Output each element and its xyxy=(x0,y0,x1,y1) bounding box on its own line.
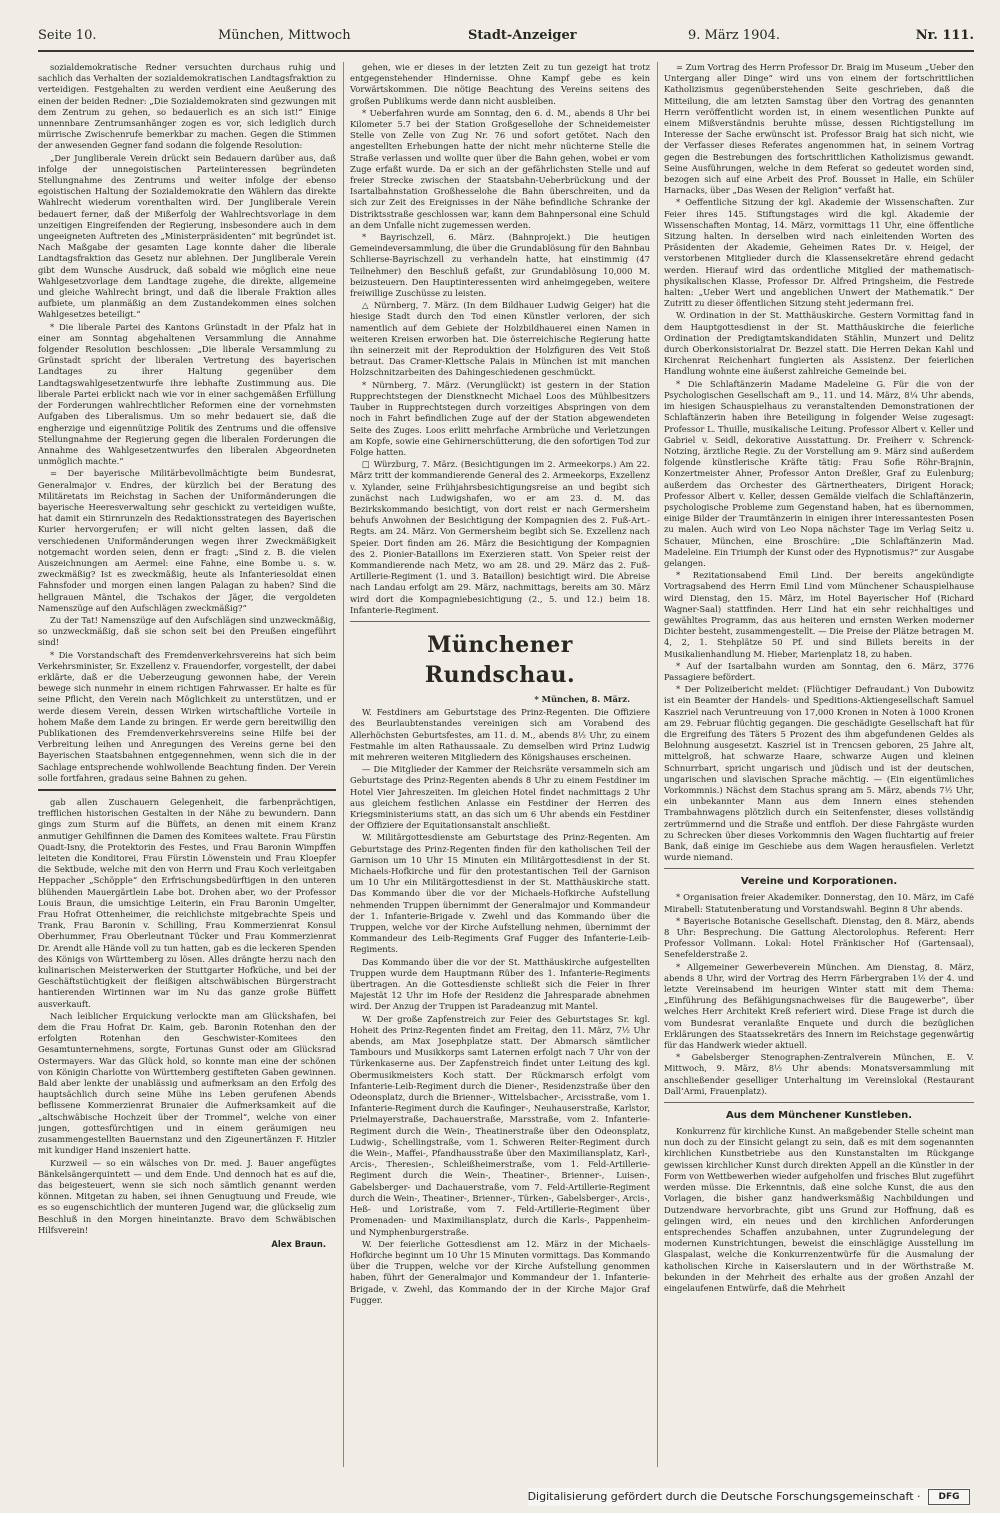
article-paragraph: Konkurrenz für kirchliche Kunst. An maßgebender Stelle scheint man nun doch zu der Einsicht gelangt zu sein, daß es mit dem sogenannten kirchlichen Kunstbetriebe aus den Kunstanstalten im Rückgange gewissen kirchlicher Kunst durch direkten Appell an die Künstler in der Form von Wettbewerben wieder aufgeholfen und frisches Blut zugeführt werden müsse. Die Erkenntnis, daß eine solche Kunst, die aus den Vorlagen, die bisher ganz handwerksmäßig Nachbildungen und Dutzendware hervorbrachte, gibt uns Grund zur Hoffnung, daß es gelingen wird, ein neues und den kirchlichen Anforderungen entsprechendes Schaffen anzubahnen, unter Zugrundelegung der modernen Kunstrichtungen, beweist die einschlägige Ausstellung im Glaspalast, welche die Konkurrenzentwürfe für die Ausmalung der katholischen Kirche in Kaiserslautern und in der Wörthstraße M. bekunden in der Mehrheit des erhalte aus der großen Anzahl der eingelaufenen Entwürfe, daß die Mehrheit xyxy=(664,1126,974,1293)
article-paragraph: = Zum Vortrag des Herrn Professor Dr. Braig im Museum „Ueber den Untergang aller Dinge“ wird uns von einem der fortschrittlichen Katholizismus gegenüberstehenden Seite geschrieben, daß die Mitteilung, die am letzten Samstag über den Vortrag des genannten Herrn veröffentlicht worden ist, in einem wesentlichen Punkte auf einem Mißverständnis beruhte müsse, dessen Richtigstellung im Interesse der Sache erwünscht ist. Professor Braig hat sich nicht, wie der Verfasser dieses Referates angenommen hat, in seinem Vortrag gegen die Bestrebungen des fortschrittlichen Katholizismus gewandt. Seine Ausführungen, welche in dem Referat so gedeutet worden sind, bezogen sich auf eine Arbeit des Prof. Bousset in Halle, ein Schüler Harnacks, über „Das Wesen der Religion“ verfaßt hat. xyxy=(664,62,974,196)
column-2 xyxy=(350,62,650,1467)
section-heading-art: Aus dem Münchener Kunstleben. xyxy=(725,1110,913,1122)
feuilleton-paragraph: gab allen Zuschauern Gelegenheit, die farbenprächtigen, trefflichen historischen Gestalten in der Nähe zu bewundern. Dann gings zum Sturm auf die Büffets, an denen mit einem Kranz anmutiger Gehilfinnen die Damen des Komitees waltete. Frau Fürstin Quadt-Isny, die Protektorin des Festes, und Frau Baronin Wimpffen leiteten die Konditorei, Frau Fürstin Löwenstein und Frau Kloepfer die Sektbude, welche mit den von Herrn und Frau Koch verleitgaben Heppacher „Schöpple“ den Erfrischungsbedürftigen in den unteren blühenden Mauergärtlein Labe bot. Drohen aber, wo der Professor Louis Braun, die umsichtige Leiterin, ein Frau Baronin Umgelter, Frau Hofrat Ottenheimer, die reichlichste mitgebrachte Speis und Trank, Frau Baronin v. Schilling, Frau Kommerzienrat Konsul Oberhummer, Frau Oberleutnant Tücker und Frau Kommerzienrat Dr. Arendt alle Hände voll zu tun hatten, gab es die leckeren Spenden des Königs von Württemberg zu lösen. Alles drängte herzu nach den kulinarischen Meisterwerken der Stuttgarter Hofküche, und bei der Geschäftstüchtigkeit der fleißigen altschwäbischen Bürgerstracht hantierenden Wirtinnen war im Nu das ganze große Büffett ausverkauft. xyxy=(38,797,336,1009)
newspaper-page xyxy=(38,22,974,1467)
article-paragraph: * Oeffentliche Sitzung der kgl. Akademie der Wissenschaften. Zur Feier ihres 145. Stiftungstages wird die kgl. Akademie der Wissenschaften Montag, 14. März, vormittags 11 Uhr, eine öffentliche Sitzung halten. In derselben wird nach einleitenden Worten des Präsidenten der Akademie, Geheimen Rates Dr. v. Heigel, der verstorbenen Mitglieder durch die Klassensekretäre ehrend gedacht werden. Hierauf wird das ordentliche Mitglied der mathematisch-physikalischen Klasse, Professor Dr. Alfred Pringsheim, die Festrede halten: „Ueber Wert und angeblichen Unwert der Mathematik.“ Der Zutritt zu dieser öffentlichen Sitzung steht jedermann frei. xyxy=(664,197,974,309)
page-number: Seite 10. xyxy=(38,28,97,43)
issue-date: 9. März 1904. xyxy=(688,28,781,43)
article-paragraph: * Bayrischzell, 6. März. (Bahnprojekt.) Die heutigen Gemeindeversammlung, die über die Grundablösung für den Bahnbau Schlierse-Bayrischzell zu verhandeln hatte, hat einstimmig (47 Teilnehmer) den Beschluß gefaßt, zur Grundablösung 10,000 M. beizusteuern. Den Hauptinteressenten wird anheimgegeben, weitere freiwillige Zuschüsse zu leisten. xyxy=(350,232,650,299)
digitization-credit xyxy=(528,1488,970,1506)
article-paragraph: = Der bayerische Militärbevollmächtigte beim Bundesrat, Generalmajor v. Endres, der kürzlich bei der Beratung des Militäretats im Reichstag in Sachen der Uniformänderungen die bayerische Heeresverwaltung sehr geschickt zu verteidigen wußte, hat damit ein Stirnrunzeln des Redaktionsstrategen des Bayerischen Kurier hervorgerufen; er will nicht gelten lassen, daß die verschiedenen Uniformänderungen wegen ihrer Zweckmäßigkeit notgemacht worden seien, denn er fragt: „Sind z. B. die vielen Auszeichnungen am Aermel: eine Fahne, eine Bombe u. s. w. zweckmäßig? Ist es zweckmäßig, heute als Infanteriesoldat einen Fahnsfoder und morgen einen langen Palagan zu haben? Sind die hellgrauen Mäntel, die Tschakos der Jäger, die vergoldeten Namenszüge auf den Aufschlägen zweckmäßig?“ xyxy=(38,468,336,613)
article-paragraph: „Der Jungliberale Verein drückt sein Bedauern darüber aus, daß infolge der unnegoistischen Parteiinteressen begründeten Stellungnahme des Zentrums und weiter infolge der ebenso egoistischen Haltung der Sozialdemokratie den Wählern das direkte Wahlrecht wiederum vorenthalten wird. Der Jungliberale Verein bedauert ferner, daß der Mißerfolg der Wahlrechtsvorlage in dem unzeitigen Eingreifenden der Regierung, insbesondere auch in dem ungeeigneten Auftreten des „Ministerpräsidenten“ mit begründet ist. Nach Maßgabe der gesamten Lage konnte daher die liberale Landtagsfraktion das Gesetz nur ablehnen. Der Jungliberale Verein gibt dem Wunsche Ausdruck, daß sobald wie möglich eine neue Wahlgesetzvorlage dem Landtage zugehe, die direkte, allgemeine und gleiche Wahlrecht bringt, und daß die liberale Fraktion alles aufbiete, um planmäßig an dem Zustandekommen eines solchen Wahlgesetzes beteiligt.“ xyxy=(38,152,336,320)
article-paragraph: gehen, wie er dieses in der letzten Zeit zu tun gezeigt hat trotz entgegenstehender Hindernisse. Ohne Kampf gebe es kein Vorwärtskommen. Die nötige Beachtung des Vereins seitens des großen Publikums werde dann nicht ausbleiben. xyxy=(350,62,650,106)
column-rule xyxy=(657,62,658,1467)
article-paragraph: * Auf der Isartalbahn wurden am Sonntag, den 6. März, 3776 Passagiere befördert. xyxy=(664,660,974,682)
article-paragraph: * Organisation freier Akademiker. Donnerstag, den 10. März, im Café Mirabell: Statutenberatung und Vorstandswahl. Beginn 8 Uhr abends. xyxy=(664,892,974,914)
article-paragraph: * Nürnberg, 7. März. (Verunglückt) ist gestern in der Station Rupprechtstegen der Dienstknecht Michael Loos des Mühlbesitzers Tauber in Rupprechtstegen durch vorzeitiges Abspringen von dem noch in Fahrt befindlichen Zuge auf der der Station abgewendeten Seite des Zuges. Loos erlitt mehrfache Armbrüche und Verletzungen am Kopfe, sowie eine Gehirnerschütterung, die den sofortigen Tod zur Folge hatten. xyxy=(350,379,650,457)
section-heading-associations: Vereine und Korporationen. xyxy=(740,876,898,888)
page-header xyxy=(38,22,974,52)
section-rubric: Münchener Rundschau. xyxy=(424,631,576,688)
article-paragraph: * Allgemeiner Gewerbeverein München. Am Dienstag, 8. März, abends 8 Uhr, wird der Vortrag des Herrn Färbergraben 1½ der 4. und letzte Vereinsabend im heurigen Winter statt mit dem Thema: „Einführung des Befähigungsnachweises für die Baugewerbe“, über welches Herr Architekt Kreß referiert wird. Diese Frage ist durch die vom Bundesrat veranlaßte Enquete und durch die bezüglichen Erklärungen des Staatssekretärs des Innern im Reichstage gegenwärtig für das Handwerk wieder aktuell. xyxy=(664,961,974,1051)
issue-number: Nr. 111. xyxy=(915,28,974,43)
article-paragraph: Zu der Tat! Namenszüge auf den Aufschlägen sind unzweckmäßig, so unzweckmäßig, daß sie schon seit bei den Preußen eingeführt sind! xyxy=(38,614,336,648)
article-paragraph: W. Festdiners am Geburtstage des Prinz-Regenten. Die Offiziere des Beurlaubtenstandes vereinigen sich am Vorabend des Allerhöchsten Geburtsfestes, am 11. d. M., abends 8½ Uhr, zu einem Festmahle im alten Rathaussaale. Zu demselben wird Prinz Ludwig mit mehreren weiteren Mitgliedern des Königshauses erscheinen. xyxy=(350,707,650,762)
paper-title: Stadt-Anzeiger xyxy=(468,28,577,43)
feuilleton-paragraph: Nach leiblicher Erquickung verlockte man am Glückshafen, bei dem die Frau Hofrat Dr. Kaim, geb. Baronin Rotenhan den der erfolgten Rotenhan den Geschwister-Komitees den Gesamtunternehmens, sorgte, Fortunas Gunst oder am Glücksrad Ostermayers. War das Glück hold, so konnte man eine der schönen von Königin Charlotte von Württemberg gestifteten Gaben gewinnen. Bald aber lenkte der unablässig und aufmerksam an den Erfolg des hauptsächlich durch seine Mühe ins Leben gerufenen Abends beflissene Kommerzienrat Brunaier die Aufmerksamkeit auf die „altschwäbische Hochzeit über der Trommel“, welche von einer jungen, gottesfürchtigen und in einem geräumigen neu zusammengestellten Bauernstanz und den Zigeunertänzen F. Hitzler mit kundiger Hand inszeniert hatte. xyxy=(38,1010,336,1156)
dateline: * München, 8. März. xyxy=(534,693,630,704)
author-signature: Alex Braun. xyxy=(271,1238,326,1249)
article-paragraph: sozialdemokratische Redner versuchten durchaus ruhig und sachlich das Verhalten der sozialdemokratischen Landtagsfraktion zu verteidigen. Festgehalten zu werden verdient eine Aeußerung des einen der beiden Redner: „Die Sozialdemokraten sind gezwungen mit dem Zentrum zu gehen, so bedauerlich es an sich ist!“ Einige unnennbare Zentrumsanhänger zogen es vor, sich lediglich durch mürrische Zwischenrufe bemerkbar zu machen. Gegen die Stimmen der anwesenden Gegner fand sodann die folgende Resolution: xyxy=(38,62,336,151)
article-paragraph: □ Würzburg, 7. März. (Besichtigungen im 2. Armeekorps.) Am 22. März tritt der kommandierende General des 2. Armeekorps, Exzellenz v. Xylander, seine Frühjahrsbesichtigungsreise an und begibt sich zunächst nach Ludwigshafen, wo er am 23. d. M. das Bezirkskommando besichtigt, von dort reist er nach Germersheim behufs Anwohnen der Besichtigung der Kompagnien des 2. Fuß-Art.-Regts. am 24. März. Von Germersheim begibt sich Se. Exzellenz nach Speier. Dort finden am 26. März die Besichtigung der Kompagnien des 2. Pionier-Bataillons im Exerzieren statt. Von Speier reist der Kommandierende nach Metz, wo am 28. und 29. März das 2. Fuß-Artillerie-Regiment (1. und 3. Bataillon) besichtigt wird. Die Abreise nach Landau erfolgt am 29. März, nachmittags, bereits am 30. März wird dort die Kompagniebesichtigung (2., 5. und 12.) beim 18. Infanterie-Regiment. xyxy=(350,459,650,615)
article-paragraph: W. Der feierliche Gottesdienst am 12. März in der Michaels-Hofkirche beginnt um 10 Uhr 15 Minuten vormittags. Das Kommando über die Truppen, welche vor der Kirche Aufstellung genommen haben, führt der Generalmajor und Kommandeur der 1. Infanterie-Brigade, v. Zwehl, das Kommando der in der Kirche Major Graf Fugger. xyxy=(350,1238,650,1305)
article-paragraph: W. Ordination in der St. Matthäuskirche. Gestern Vormittag fand in dem Hauptgottesdienst in der St. Matthäuskirche die feierliche Ordination der Predigtamtskandidaten Stählin, Munzert und Delitz durch Oberkonsistorialrat Dr. Bezzel statt. Die Herren Dekan Kahl und Kirchenrat Reichenhart fungierten als Assistenz. Der feierlichen Handlung wohnte eine äußerst zahlreiche Gemeinde bei. xyxy=(664,310,974,377)
section-rule xyxy=(664,868,974,869)
credit-text: Digitalisierung gefördert durch die Deutsche Forschungsgemeinschaft · xyxy=(527,1490,921,1503)
article-paragraph: Das Kommando über die vor der St. Matthäuskirche aufgestellten Truppen wurde dem Hauptmann Rüber des 1. Infanterie-Regiments übertragen. An die Gottesdienste schließt sich die Feier in Ihrer Majestät 12 Uhr im Hofe der Residenz die Jahresparade abnehmen wird. Der Anzug der Truppen ist Paradeanzug mit Mantel. xyxy=(350,956,650,1012)
city-weekday: München, Mittwoch xyxy=(218,28,351,43)
article-paragraph: * Die liberale Partei des Kantons Grünstadt in der Pfalz hat in einer am Sonntag abgehaltenen Versammlung die Annahme folgender Resolution beschlossen: „Die liberale Versammlung zu Grünstadt spricht der liberalen Vertretung des bayerischen Landtages zu ihrer Haltung gegenüber dem Landtagswahlgesetzentwurfe ihre lebhafte Zustimmung aus. Die liberale Partei erblickt nach wie vor in einer sachgemäßen Erfüllung der Forderungen wahlrechtlicher Reformen eine der vornehmsten Aufgaben des Liberalismus. Um so mehr bedauert sie, daß die engherzige und eigennützige Politik des Zentrums und die offensive Stellungnahme der Regierung gegen die liberalen Forderungen die Annahme des Wahlgesetzentwurfes den liberalen Abgeordneten unmöglich machte.“ xyxy=(38,321,336,467)
article-paragraph: * Bayerische Botanische Gesellschaft. Dienstag, den 8. März, abends 8 Uhr: Besprechung. Die Gattung Alectorolophus. Referent: Herr Professor Vollmann. Lokal: Hotel Fränkischer Hof (Gartensaal), Senefelderstraße 2. xyxy=(664,915,974,960)
article-paragraph: W. Der große Zapfenstreich zur Feier des Geburtstages Sr. kgl. Hoheit des Prinz-Regenten findet am Freitag, den 11. März, 7½ Uhr abends, am Max Josephplatze statt. Der Abmarsch sämtlicher Tambours und Musikkorps samt Laternen erfolgt nach 7 Uhr von der Türkenkaserne aus. Der Zapfenstreich findet unter Leitung des kgl. Obermusikmeisters Koch statt. Der Rückmarsch erfolgt vom Infanterie-Leib-Regiment durch die Diener-, Residenzstraße über den Odeonsplatz, durch die Brienner-, Wittelsbacher-, Arcisstraße, vom 1. Infanterie-Regiment durch die Kaufinger-, Neuhauserstraße, Karlstor, Prielmayerstraße, Dachauerstraße, Marsstraße, vom 2. Infanterie-Regiment durch die Wein-, Theatinerstraße über den Odeonsplatz, Ludwig-, Schellingstraße, vom 1. Schweren Reiter-Regiment durch die Wein-, Maffei-, Pfandhausstraße über den Maximiliansplatz, Karl-, Arcis-, Theresien-, Schleißheimerstraße, vom 1. Feld-Artillerie-Regiment durch die Wein-, Theatiner-, Brienner-, Luisen-, Gabelsberger- und Dachauerstraße, vom 7. Feld-Artillerie-Regiment durch die Wein-, Theatiner-, Brienner-, Türken-, Gabelsberger-, Arcis-, Heß- und Loristraße, vom 7. Feld-Artillerie-Regiment über Promenaden- und Maximiliansplatz, durch die Karls-, Pappenheim- und Nymphenburgerstraße. xyxy=(350,1013,650,1237)
feuilleton-paragraph: Kurzweil — so ein wälsches von Dr. med. J. Bauer angefügtes Bänkelsängerquintett — und dem Ende. Und dennoch hat es auf die, das beigesteuert, wenn sie sich noch sämtlich genannt werden können. Mitgetan zu haben, sei ihnen Genugtuung und Freude, wie es so eugenschichtlich der munteren Jugend war, die glückselig zum Beschluß in den Morgen hineintanzte. Bravo dem Schwäbischen Hilfsverein! xyxy=(38,1157,336,1235)
feuilleton-rule xyxy=(38,789,336,791)
article-paragraph: * Ueberfahren wurde am Sonntag, den 6. d. M., abends 8 Uhr bei Kilometer 5.7 bei der Station Großgesellohe der Schneidemeister Stelle von Zelle von Zug Nr. 76 und sofort getötet. Nach den angestellten Erhebungen hatte der nicht mehr nüchterne Stelle die Straße verlassen und wollte quer über die Bahn gehen, wobei er vom Zuge erfaßt wurde. Da er sich an der gefährlichsten Stelle und auf freier Strecke zwischen der Staatsbahn-Ueberbrückung und der Isartalbahnstation Großhesselohe die Bahn überschreiten, und da sich zur Zeit des Ereignisses in der Nähe befindliche Schranke der Distriktsstraße geschlossen war, kann dem Bahnpersonal eine Schuld an dem Unfalle nicht zugemessen werden. xyxy=(350,107,650,230)
article-paragraph: △ Nürnberg, 7. März. (In dem Bildhauer Ludwig Geiger) hat die hiesige Stadt durch den Tod einen Künstler verloren, der sich namentlich auf dem Gebiete der Holzbildhauerei einen Namen in weiteren Kreisen erworben hat. Die österreichische Regierung hatte ihn seinerzeit mit der Reproduktion der Holzfiguren des Veit Stoß betraut. Das Cramer-Klettsche Palais in München ist mit manchen Holzschnitzarbeiten des Dahingeschiedenen geschmückt. xyxy=(350,300,650,378)
section-rule xyxy=(350,621,650,622)
section-rule xyxy=(664,1102,974,1103)
column-3 xyxy=(664,62,974,1467)
article-paragraph: — Die Mitglieder der Kammer der Reichsräte versammeln sich am Geburtstage des Prinz-Regenten abends 8 Uhr zu einem Festdiner im Hotel Vier Jahreszeiten. Im gleichen Hotel findet nachmittags 2 Uhr aus gleichem festlichen Anlasse ein Festdiner der Herren des Kriegsministeriums statt, an das sich um 6 Uhr abends ein Festdiner der Offiziere der Equitationsanstalt anschließt. xyxy=(350,764,650,831)
dfg-logo-icon: DFG xyxy=(928,1489,970,1505)
column-rule xyxy=(343,62,344,1467)
column-1 xyxy=(38,62,336,1467)
article-paragraph: * Gabelsberger Stenographen-Zentralverein München, E. V. Mittwoch, 9. März, 8½ Uhr abends: Monatsversammlung mit anschließender geselliger Unterhaltung im Vereinslokal (Restaurant Dall’Armi, Frauenplatz). xyxy=(664,1052,974,1096)
article-paragraph: * Der Polizeibericht meldet: (Flüchtiger Defraudant.) Von Dubowitz ist ein Beamter der Handels- und Speditions-Aktiengesellschaft Samuel Kaszriel nach Veruntreuung von 17,000 Kronen in Noten à 1000 Kronen am 29. Februar flüchtig gegangen. Die geschädigte Gesellschaft hat für die Ergreifung des Täters 5 Prozent des ihm abgefundenen Geldes als Belohnung ausgesetzt. Kaszriel ist in Trencsen geboren, 25 Jahre alt, mittelgroß, hat schwarze Haare, schwarze Augen und kleinen Schnurrbart, spricht ungarisch und jüdisch und ist der deutschen, ungarischen und slavischen Sprache mächtig. — (Ein eigentümliches Vorkommnis.) Nächst dem Stachus sprang am 5. März, abends 7½ Uhr, ein unbekannter Mann aus dem Innern eines stehenden Trambahnwagens plötzlich durch ein Seitenfenster, dieses vollständig zertrümmernd und die Straße und entfloh. Der diese Fahrgäste wurden zu Schrecken über dieses Vorkommnis den Wagen fluchtartig auf freier Bank, daß einige im Geschiebe aus dem Wagen herausfielen. Verletzt wurde niemand. xyxy=(664,684,974,863)
article-paragraph: W. Militärgottesdienste am Geburtstage des Prinz-Regenten. Am Geburtstage des Prinz-Regenten finden für den katholischen Teil der Garnison um 10 Uhr 15 Minuten ein Militärgottesdienst in der St. Michaels-Hofkirche und für den protestantischen Teil der Garnison um 10 Uhr ein Militärgottesdienst in der St. Matthäuskirche statt. Das Kommando über die vor der Michaels-Hofkirche Aufstellung nehmenden Truppen übernimmt der Generalmajor und Kommandeur der 1. Infanterie-Brigade v. Zwehl und das Kommando über die Truppen, welche vor der Kirche Aufstellung nehmen, übernimmt der Kommandeur des Leib-Regiments Graf Fugger des Infanterie-Leib-Regiments. xyxy=(350,832,650,955)
article-paragraph: * Rezitationsabend Emil Lind. Der bereits angekündigte Vortragsabend des Herrn Emil Lind vom Münchener Schauspielhause wird Dienstag, den 15. März, im Hotel Bayerischer Hof (Richard Wagner-Saal) stattfinden. Herr Lind hat ein sehr reichhaltiges und gewähltes Programm, das aus heiteren und ernsten Werken moderner Dichter besteht, zusammengestellt. — Die Preise der Plätze betragen M. 4, 2, 1. Stehplätze 50 Pf. und sind Billets bereits in der Musikalienhandlung M. Hieber, Marienplatz 18, zu haben. xyxy=(664,570,974,659)
article-paragraph: * Die Vorstandschaft des Fremdenverkehrsvereins hat sich beim Verkehrsminister, Sr. Exzellenz v. Frauendorfer, vorgestellt, der dabei erklärte, daß er die Ueberzeugung gewonnen habe, der Verein bewege sich nunmehr in einem richtigen Fahrwasser. Er halte es für seine Pflicht, den Verein nach Möglichkeit zu unterstützen, und er werde diesem Verein, dessen Wirken wirtschaftliche Vorteile in hohem Maße dem Lande zu bringen. Er werde gern bereitwillig den Publikationen des Fremdenverkehrsvereins seine Hilfe bei der Verbreitung leihen und Anregungen des Vereins gerne bei den Bayerischen Staatsbahnen entgegennehmen, wenn sich die in der Sachlage entsprechende wohlwollende Beachtung finden. Der Verein solle fortfahren, gradaus seine Bahnen zu gehen. xyxy=(38,649,336,783)
article-paragraph: * Die Schlaftänzerin Madame Madeleine G. Für die von der Psychologischen Gesellschaft am 9., 11. und 14. März, 8¼ Uhr abends, im hiesigen Schauspielhaus zu veranstaltenden Demonstrationen der Schlaftänzerin haben ihre Beteiligung in folgender Weise zugesagt: Professor L. Thuille, musikalische Leitung. Professor Albert v. Keller und Gabriel v. Seidl, dekorative Ausstattung. Dr. Freiherr v. Schrenck-Notzing, ärztliche Regie. Zu der Vorstellung am 9. März sind außerdem folgende künstlerische Kräfte tätig: Frau Sofie Röhr-Brajnin, Konzertmeister Ahner, Professor Anton Dreßler, Graf zu Eulenburg; außerdem das Orchester des Gärtnertheaters, Dirigent Horack; Professor Albert v. Keller, dessen Gemälde vielfach die Schlaftänzerin, psychologische Probleme zum Gegenstand haben, hat es übernommen, einige Bilder der Traumtänzerin in einigen ihrer interessantesten Posen zu malen. Auch wird von Leo Nopa nächster Tage im Verlag Seitz u. Schauer, München, eine Broschüre: „Die Schlaftänzerin Mad. Madeleine. Ein Triumph der Kunst oder des Hypnotismus?“ zur Ausgabe gelangen. xyxy=(664,378,974,568)
